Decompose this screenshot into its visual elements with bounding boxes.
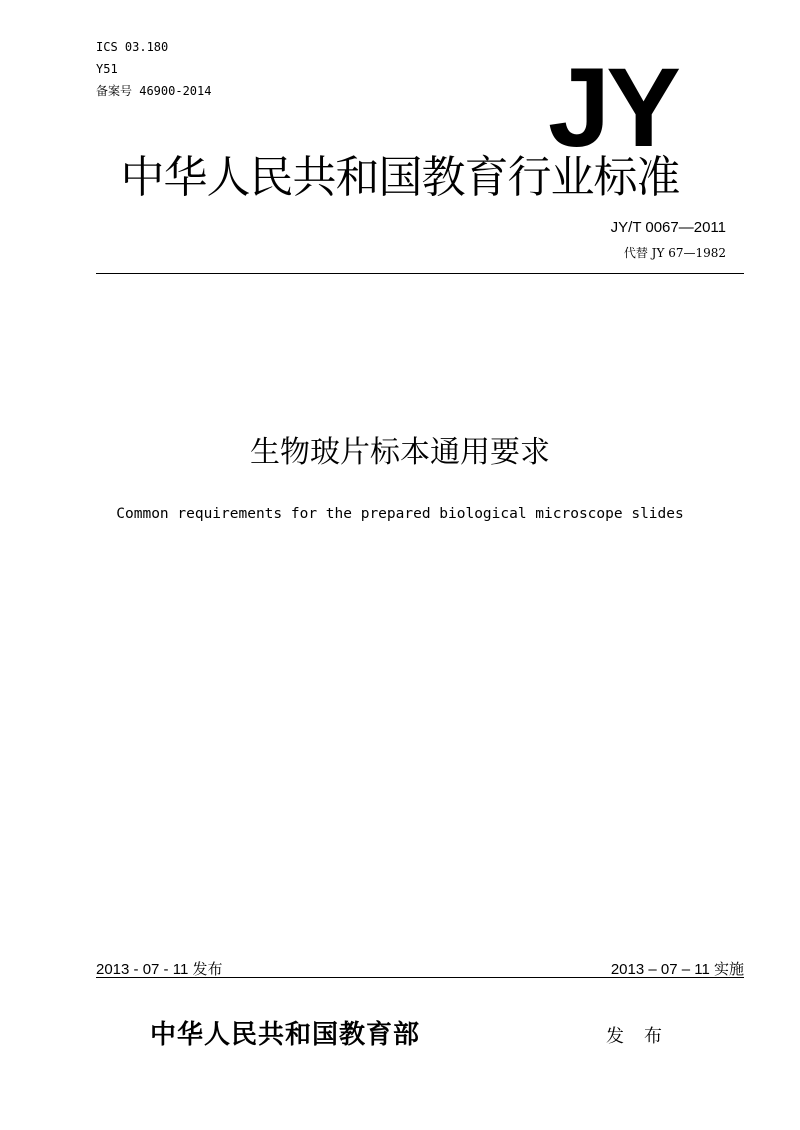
footer-divider [96,977,744,978]
publisher-name: 中华人民共和国教育部 [150,1020,421,1050]
standard-logo: JY [548,45,677,170]
standard-type-title: 中华人民共和国教育行业标准 [120,152,680,203]
implementation-date: 2013 – 07 – 11 实施 [610,961,744,978]
record-number: 备案号 46900-2014 [96,84,212,98]
document-title-chinese: 生物玻片标本通用要求 [250,435,550,470]
issue-date: 2013 - 07 - 11 发布 [96,961,223,978]
replaces-standard: 代替 JY 67—1982 [623,246,726,260]
document-title-english: Common requirements for the prepared biological microscope slides [116,506,684,522]
ics-code: ICS 03.180 [96,40,169,54]
classification-code: Y51 [96,62,118,76]
standard-code: JY/T 0067—2011 [610,219,726,236]
publish-label: 发布 [606,1026,682,1047]
header-divider [96,273,744,274]
